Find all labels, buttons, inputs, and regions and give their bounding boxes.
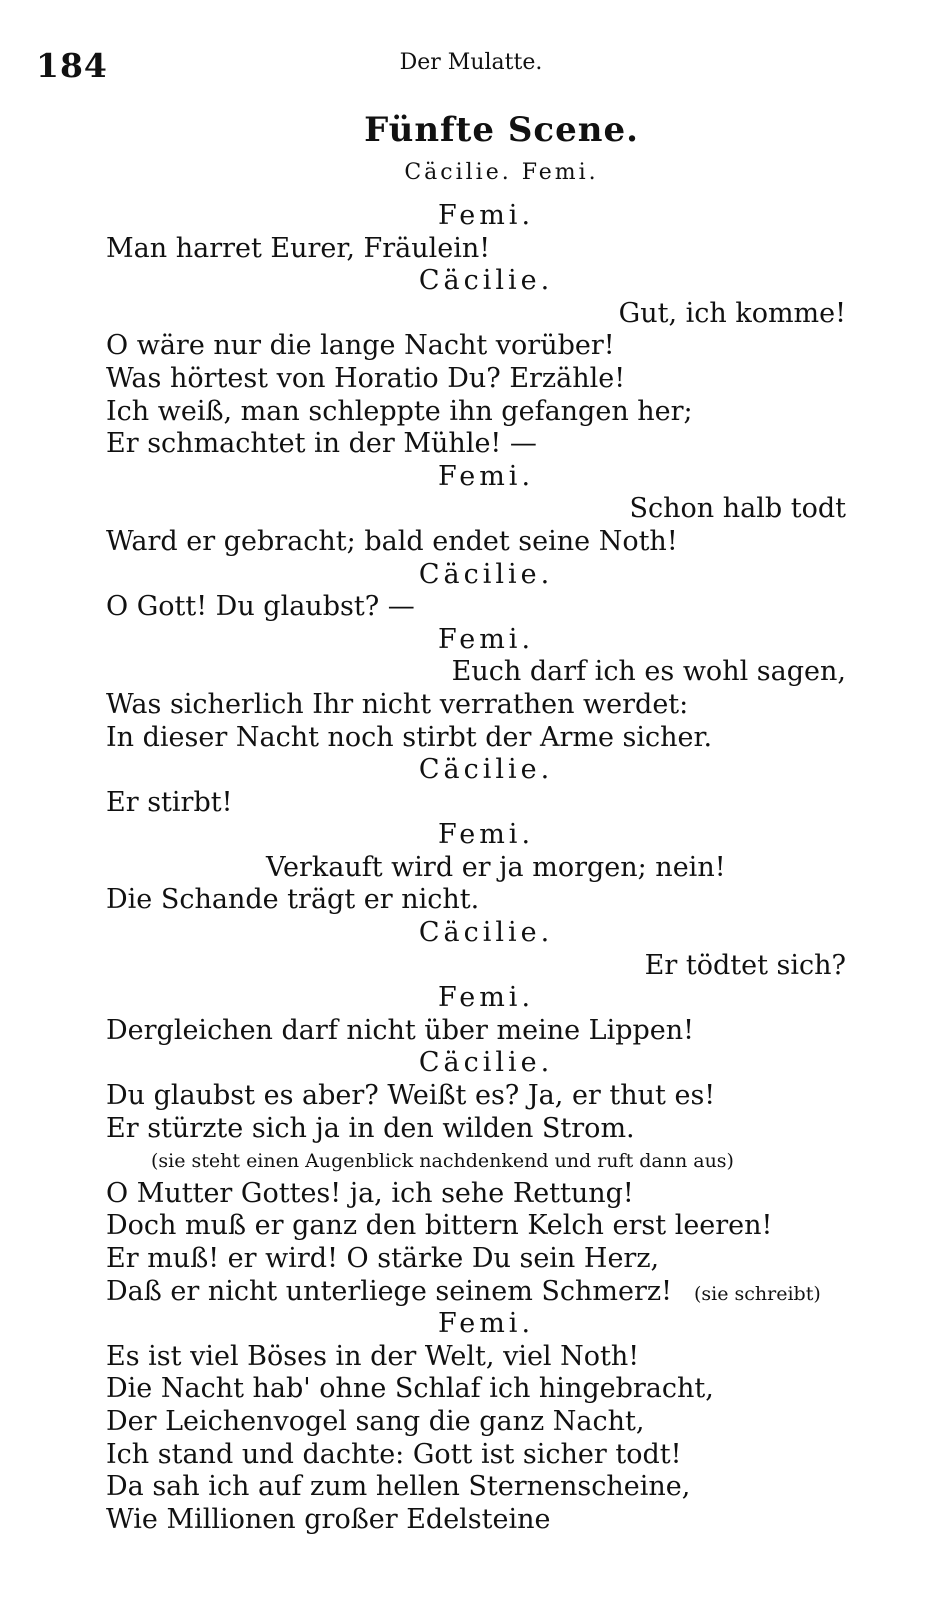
verse-line: Die Nacht hab' ohne Schlaf ich hingebracht, [106, 1373, 714, 1405]
speaker-name: Femi. [437, 819, 535, 851]
scene-characters: Cäcilie. Femi. [404, 160, 599, 185]
verse-line: Gut, ich komme! [618, 297, 846, 329]
verse-line [106, 1276, 906, 1309]
speaker-name: Cäcilie. [418, 265, 554, 297]
speaker-name: Cäcilie. [418, 1047, 554, 1079]
speaker-name: Femi. [437, 460, 535, 492]
verse-text: Daß er nicht unterliege seinem Schmerz! [106, 1275, 672, 1307]
verse-line: Der Leichenvogel sang die ganz Nacht, [106, 1405, 645, 1437]
scene-title: Fünfte Scene. [364, 110, 639, 150]
verse-line: In dieser Nacht noch stirbt der Arme sicher. [106, 721, 713, 753]
speaker-name: Femi. [437, 1308, 535, 1340]
verse-line: O wäre nur die lange Nacht vorüber! [106, 330, 615, 362]
play-text [106, 200, 906, 1536]
speaker-name: Cäcilie. [418, 917, 554, 949]
verse-line: Ich weiß, man schleppte ihn gefangen her; [106, 395, 693, 427]
verse-line: Was sicherlich Ihr nicht verrathen werdet: [106, 688, 689, 720]
stage-direction: (sie steht einen Augenblick nachdenkend und ruft dann aus) [151, 1150, 734, 1173]
verse-line: Ich stand und dachte: Gott ist sicher todt! [106, 1438, 682, 1470]
verse-line: Schon halb todt [629, 493, 846, 525]
verse-line: Du glaubst es aber? Weißt es? Ja, er thut es! [106, 1080, 716, 1112]
verse-line: Er muß! er wird! O stärke Du sein Herz, [106, 1243, 660, 1274]
verse-line: Wie Millionen großer Edelsteine [106, 1503, 551, 1535]
verse-line: Was hörtest von Horatio Du? Erzähle! [106, 362, 626, 394]
verse-line: Verkauft wird er ja morgen; nein! [266, 851, 726, 883]
verse-line: Man harret Eurer, Fräulein! [106, 232, 491, 264]
stage-direction: (sie schreibt) [694, 1282, 821, 1305]
speaker-name: Femi. [437, 200, 535, 231]
page-number: 184 [36, 46, 108, 85]
verse-line: Die Schande trägt er nicht. [106, 884, 480, 916]
verse-line: Euch darf ich es wohl sagen, [451, 656, 846, 688]
verse-line: Es ist viel Böses in der Welt, viel Noth! [106, 1340, 640, 1372]
verse-line: O Gott! Du glaubst? — [106, 591, 415, 623]
verse-line: Dergleichen darf nicht über meine Lippen! [106, 1014, 695, 1046]
speaker-name: Cäcilie. [418, 754, 554, 786]
verse-line: Er tödtet sich? [644, 949, 846, 981]
verse-line: Er schmachtet in der Mühle! — [106, 428, 537, 460]
verse-line: Doch muß er ganz den bittern Kelch erst leeren! [106, 1210, 773, 1242]
speaker-name: Femi. [437, 623, 535, 655]
verse-line: Da sah ich auf zum hellen Sternenscheine, [106, 1471, 691, 1503]
verse-line: Er stirbt! [106, 786, 233, 818]
page-header [36, 46, 906, 86]
verse-line: O Mutter Gottes! ja, ich sehe Rettung! [106, 1177, 634, 1209]
verse-line: Ward er gebracht; bald endet seine Noth! [106, 525, 678, 557]
speaker-name: Cäcilie. [418, 558, 554, 590]
speaker-name: Femi. [437, 982, 535, 1014]
running-title: Der Mulatte. [399, 50, 543, 75]
verse-line: Er stürzte sich ja in den wilden Strom. [106, 1112, 635, 1144]
